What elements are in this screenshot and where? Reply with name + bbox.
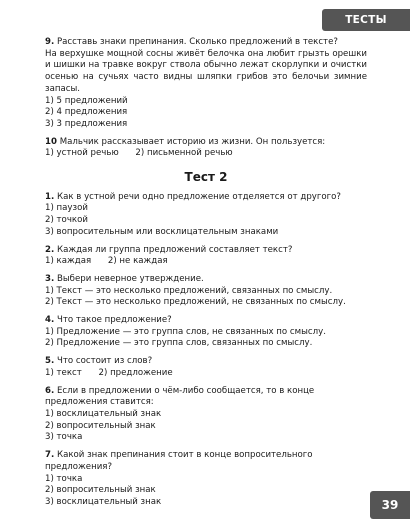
option: 1) 5 предложений xyxy=(45,95,128,106)
question-text: Выбери неверное утверждение. xyxy=(56,273,204,284)
question-number: 9. xyxy=(45,37,55,47)
option: 1) каждая xyxy=(45,256,92,267)
t2-question-1 xyxy=(45,192,367,204)
section-header-tab: ТЕСТЫ xyxy=(322,9,410,31)
question-number: 7. xyxy=(45,450,55,461)
question-text: Мальчик рассказывает историю из жизни. Он пользуется: xyxy=(59,136,326,147)
t2-question-5 xyxy=(45,356,367,368)
options-list xyxy=(45,286,367,309)
t2-question-3 xyxy=(45,274,367,286)
option: 1) восклицательный знак xyxy=(45,408,162,419)
options-inline xyxy=(45,256,367,268)
option: 1) точка xyxy=(45,473,83,484)
question-number: 2. xyxy=(45,244,55,255)
option: 3) точка xyxy=(45,432,83,443)
question-10 xyxy=(45,137,367,149)
options-list xyxy=(45,96,367,131)
options-list xyxy=(45,474,367,509)
option: 2) вопросительный знак xyxy=(45,485,156,496)
options-list xyxy=(45,327,367,350)
option: 2) 4 предложения xyxy=(45,107,128,118)
options-inline xyxy=(45,368,367,380)
option: 2) предложение xyxy=(98,367,173,378)
option: 1) паузой xyxy=(45,203,88,214)
question-text: Что состоит из слов? xyxy=(56,356,153,367)
page-content xyxy=(45,37,367,509)
option: 2) письменной речью xyxy=(135,148,233,159)
question-text: Как в устной речи одно предложение отделяется от другого? xyxy=(56,191,341,202)
option: 1) Предложение — это группа слов, не связанных по смыслу. xyxy=(45,326,326,337)
option: 1) устной речью xyxy=(45,148,119,159)
question-number: 4. xyxy=(45,315,55,326)
t2-question-7 xyxy=(45,450,367,473)
option: 3) вопросительным или восклицательным знаками xyxy=(45,226,279,237)
options-inline xyxy=(45,148,367,160)
question-text: Какой знак препинания стоит в конце вопросительного предложения? xyxy=(45,450,313,472)
question-text: Каждая ли группа предложений составляет текст? xyxy=(56,244,293,255)
question-number: 6. xyxy=(45,385,55,396)
question-number: 1. xyxy=(45,191,55,202)
test-title: Тест 2 xyxy=(184,170,228,185)
option: 2) Текст — это несколько предложений, не связанных по смыслу. xyxy=(45,297,346,308)
options-list xyxy=(45,409,367,444)
option: 3) 3 предложения xyxy=(45,118,128,129)
question-text: Что такое предложение? xyxy=(56,315,172,326)
question-number: 3. xyxy=(45,273,55,284)
page-number: 39 xyxy=(370,491,410,519)
t2-question-2 xyxy=(45,245,367,257)
question-9 xyxy=(45,37,367,49)
question-number: 10 xyxy=(45,136,57,147)
option: 2) вопросительный знак xyxy=(45,420,156,431)
question-number: 5. xyxy=(45,356,55,367)
option: 3) восклицательный знак xyxy=(45,496,162,507)
options-list xyxy=(45,203,367,238)
t2-question-6 xyxy=(45,386,367,409)
option: 2) не каждая xyxy=(107,256,168,267)
option: 2) Предложение — это группа слов, связанных по смыслу. xyxy=(45,338,313,349)
passage-text: На верхушке мощной сосны живёт белочка она любит грызть орешки и шишки на травке вокруг ствола обычно лежат скорлупки и очистки осенью на сучьях часто видны шляпки грибов это белочьи зимние запасы. xyxy=(45,48,367,94)
option: 2) точкой xyxy=(45,215,88,226)
option: 1) текст xyxy=(45,367,82,378)
t2-question-4 xyxy=(45,315,367,327)
question-text: Если в предложении о чём-либо сообщается, то в конце предложения ставится: xyxy=(45,385,315,408)
option: 1) Текст — это несколько предложений, связанных по смыслу. xyxy=(45,285,333,296)
question-text: Расставь знаки препинания. Сколько предложений в тексте? xyxy=(56,37,338,47)
